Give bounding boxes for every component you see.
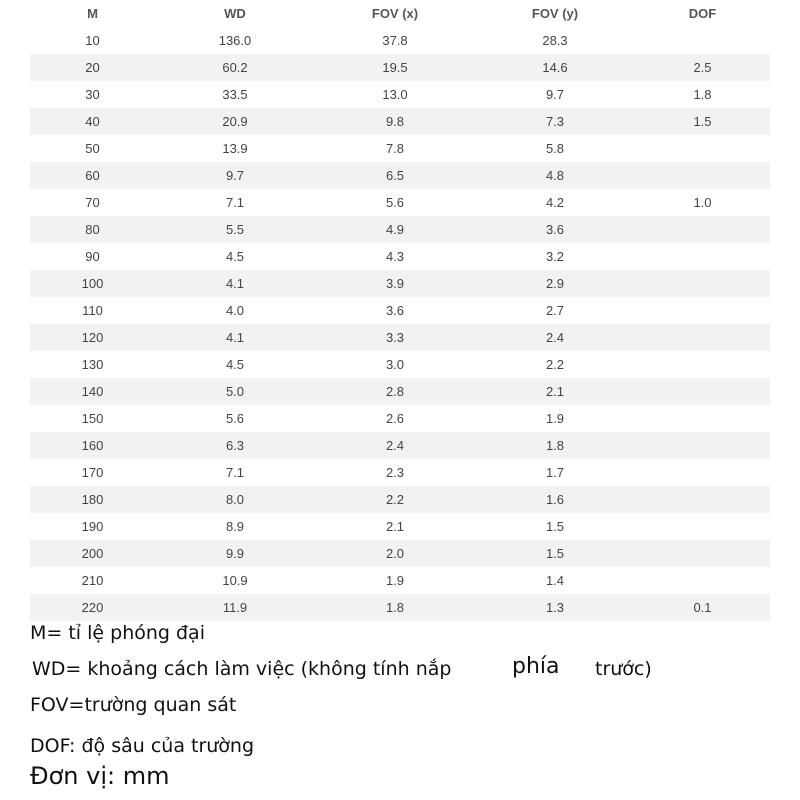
cell-fov-x: 37.8 [382,33,408,48]
cell-fov-x: 2.1 [385,519,405,534]
cell-wd: 9.9 [225,546,245,561]
cell-fov-x: 3.6 [385,303,405,318]
cell-fov-x: 6.5 [385,168,405,183]
cell-fov-x: 1.9 [385,573,405,588]
cell-fov-y: 1.9 [545,411,565,426]
table-row [30,567,770,594]
cell-wd: 33.5 [222,87,248,102]
cell-fov-y: 5.8 [545,141,565,156]
cell-m: 110 [82,303,103,318]
cell-fov-x: 2.3 [385,465,405,480]
cell-m: 130 [81,357,104,372]
header-fov-x: FOV (x) [371,6,419,21]
cell-dof: 0.1 [693,600,712,615]
table-row [30,432,770,459]
cell-fov-y: 4.8 [545,168,565,183]
spec-table [30,0,770,621]
cell-fov-x: 2.8 [385,384,405,399]
table-body [30,27,770,621]
cell-fov-y: 1.3 [545,600,565,615]
table-row [30,216,770,243]
cell-wd: 10.9 [222,573,248,588]
note-wd-phia: phía [512,654,560,679]
cell-fov-y: 2.9 [545,276,565,291]
cell-wd: 4.5 [225,357,245,372]
cell-m: 200 [81,546,104,561]
cell-fov-y: 14.6 [542,60,568,75]
table-row [30,513,770,540]
cell-dof: 2.5 [693,60,712,75]
table-row [30,108,770,135]
cell-m: 180 [81,492,104,507]
table-row [30,378,770,405]
cell-wd: 13.9 [222,141,248,156]
cell-fov-y: 1.6 [545,492,565,507]
note-m: M= tỉ lệ phóng đại [30,622,205,644]
table-row [30,270,770,297]
header-fov-y: FOV (y) [531,6,579,21]
cell-wd: 4.1 [225,330,245,345]
cell-fov-y: 3.6 [545,222,565,237]
cell-fov-x: 2.4 [385,438,405,453]
cell-wd: 6.3 [225,438,245,453]
cell-fov-x: 4.3 [385,249,405,264]
table-row [30,486,770,513]
cell-fov-x: 19.5 [382,60,408,75]
cell-m: 50 [85,141,100,156]
cell-m: 20 [85,60,100,75]
cell-m: 150 [81,411,104,426]
cell-fov-x: 4.9 [385,222,405,237]
cell-fov-y: 2.1 [545,384,565,399]
cell-m: 70 [85,195,100,210]
cell-fov-y: 7.3 [545,114,565,129]
header-m: M [87,6,98,21]
cell-m: 120 [81,330,104,345]
cell-m: 90 [85,249,100,264]
table-header-row [30,0,770,27]
cell-m: 80 [85,222,100,237]
cell-dof: 1.8 [693,87,712,102]
cell-fov-y: 2.2 [545,357,565,372]
header-wd: WD [224,6,246,21]
cell-m: 170 [81,465,104,480]
cell-m: 220 [81,600,104,615]
table-row [30,135,770,162]
table-row [30,351,770,378]
cell-m: 210 [81,573,104,588]
cell-fov-x: 3.9 [385,276,405,291]
cell-fov-y: 1.7 [545,465,565,480]
cell-fov-y: 2.7 [545,303,565,318]
cell-wd: 4.1 [225,276,245,291]
table-row [30,27,770,54]
cell-wd: 60.2 [222,60,248,75]
cell-wd: 5.0 [225,384,245,399]
cell-m: 160 [81,438,104,453]
table-row [30,324,770,351]
note-fov: FOV=trường quan sát [30,694,237,716]
cell-fov-y: 28.3 [542,33,568,48]
cell-m: 190 [81,519,104,534]
table-row [30,459,770,486]
header-dof: DOF [688,6,717,21]
table-row [30,81,770,108]
table-row [30,405,770,432]
table-row [30,297,770,324]
cell-m: 10 [85,33,100,48]
cell-m: 30 [85,87,100,102]
cell-fov-x: 13.0 [382,87,408,102]
cell-wd: 11.9 [222,600,248,615]
cell-wd: 8.0 [225,492,245,507]
cell-wd: 136.0 [218,33,252,48]
note-dof: DOF: độ sâu của trường [30,735,255,757]
note-unit: Đơn vị: mm [30,762,170,790]
cell-fov-y: 1.4 [545,573,565,588]
cell-wd: 8.9 [225,519,245,534]
cell-m: 100 [81,276,104,291]
cell-fov-x: 3.0 [385,357,405,372]
cell-wd: 20.9 [222,114,248,129]
cell-fov-x: 5.6 [385,195,405,210]
cell-wd: 9.7 [225,168,245,183]
cell-fov-x: 9.8 [385,114,405,129]
table-row [30,189,770,216]
cell-fov-y: 2.4 [545,330,565,345]
cell-dof: 1.0 [693,195,712,210]
table-row [30,594,770,621]
cell-fov-y: 3.2 [545,249,565,264]
cell-wd: 5.6 [225,411,245,426]
cell-fov-x: 2.6 [385,411,405,426]
cell-fov-x: 7.8 [385,141,405,156]
cell-fov-x: 1.8 [385,600,405,615]
cell-wd: 5.5 [225,222,245,237]
cell-wd: 4.0 [225,303,245,318]
cell-dof: 1.5 [693,114,712,129]
cell-fov-x: 2.0 [385,546,405,561]
note-wd-end: trước) [595,658,652,680]
cell-wd: 7.1 [225,465,245,480]
cell-fov-x: 2.2 [385,492,405,507]
table-row [30,243,770,270]
cell-fov-y: 4.2 [545,195,565,210]
cell-fov-x: 3.3 [385,330,405,345]
cell-fov-y: 1.8 [545,438,565,453]
cell-wd: 4.5 [225,249,245,264]
cell-m: 140 [81,384,104,399]
cell-fov-y: 9.7 [545,87,565,102]
table-row [30,54,770,81]
cell-wd: 7.1 [225,195,245,210]
cell-m: 60 [85,168,100,183]
cell-fov-y: 1.5 [545,546,565,561]
cell-fov-y: 1.5 [545,519,565,534]
table-row [30,162,770,189]
cell-m: 40 [85,114,100,129]
note-wd: WD= khoảng cách làm việc (không tính nắp [32,658,452,680]
table-row [30,540,770,567]
